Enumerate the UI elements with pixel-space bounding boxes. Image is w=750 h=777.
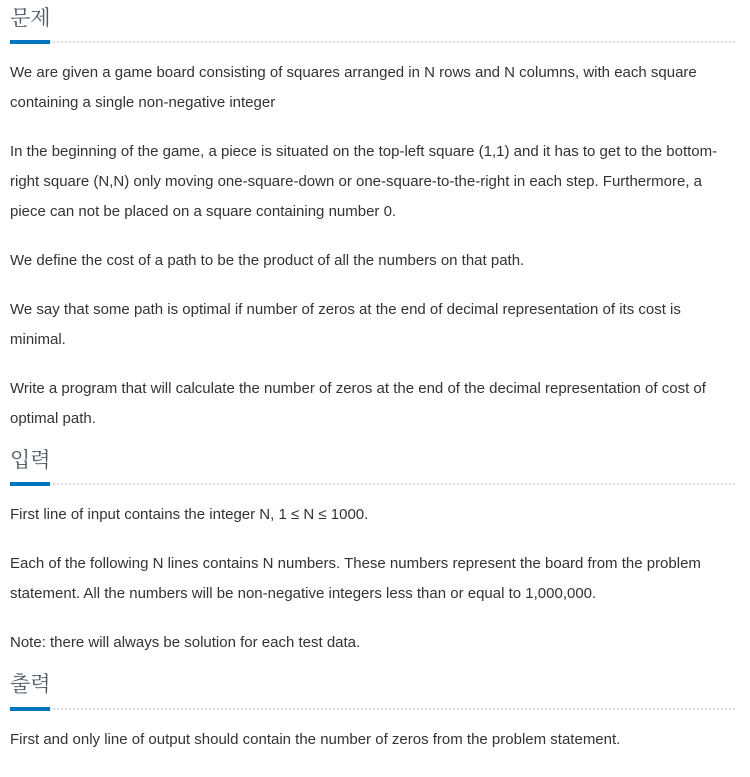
section-problem-title: 문제 <box>10 7 51 30</box>
section-divider <box>10 482 735 486</box>
section-divider <box>10 707 735 711</box>
problem-paragraph: We say that some path is optimal if number of zeros at the end of decimal representation of its cost is minimal. <box>10 301 681 349</box>
input-paragraph: Each of the following N lines contains N numbers. These numbers represent the board from the problem statement. All the numbers will be non-negative integers less than or equal to 1,000,000. <box>10 555 701 603</box>
section-output-title: 출력 <box>10 673 51 697</box>
problem-paragraph: We are given a game board consisting of squares arranged in N rows and N columns, with each square containing a single non-negative integer <box>10 64 697 112</box>
section-divider <box>10 40 735 44</box>
divider-dotted-line <box>10 708 735 710</box>
problem-paragraph: We define the cost of a path to be the product of all the numbers on that path. <box>10 252 525 270</box>
output-paragraph: First and only line of output should contain the number of zeros from the problem statement. <box>10 730 621 748</box>
section-input <box>10 448 735 658</box>
divider-dotted-line <box>10 483 735 485</box>
problem-paragraph: In the beginning of the game, a piece is situated on the top-left square (1,1) and it has to get to the bottom-right square (N,N) only moving one-square-down or one-square-to-the-right in each step. Furthermore, a piece can not be placed on a square containing number 0. <box>10 143 718 221</box>
section-input-title: 입력 <box>10 449 51 473</box>
divider-accent-bar <box>10 707 50 711</box>
section-output <box>10 672 735 754</box>
divider-accent-bar <box>10 482 50 486</box>
input-paragraph: First line of input contains the integer N, 1 ≤ N ≤ 1000. <box>10 506 369 524</box>
divider-dotted-line <box>10 41 735 43</box>
divider-accent-bar <box>10 40 50 44</box>
section-problem <box>10 6 735 434</box>
problem-paragraph: Write a program that will calculate the number of zeros at the end of the decimal representation of cost of optimal path. <box>10 380 706 428</box>
input-paragraph: Note: there will always be solution for each test data. <box>10 634 361 652</box>
